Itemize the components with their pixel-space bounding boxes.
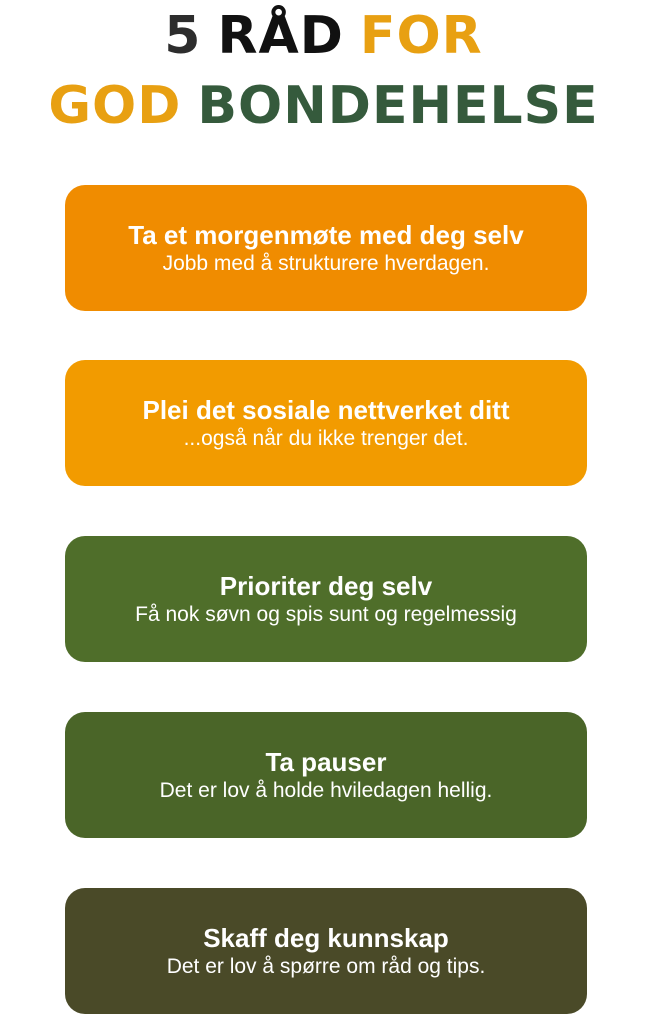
tip-title: Ta pauser — [265, 746, 387, 777]
tip-card-4 — [65, 712, 587, 838]
tip-text: Det er lov å spørre om råd og tips. — [166, 954, 486, 978]
tip-text: Få nok søvn og spis sunt og regelmessig — [135, 602, 517, 626]
page-title-line-1 — [0, 6, 647, 66]
tip-text: ...også når du ikke trenger det. — [183, 426, 469, 450]
page-title-line-2 — [0, 76, 647, 136]
title-word-number: 5 — [164, 6, 202, 66]
title-word-god: GOD — [48, 76, 182, 136]
tip-text: Jobb med å strukturere hverdagen. — [162, 251, 490, 275]
title-word-for: FOR — [359, 6, 483, 66]
tip-card-3 — [65, 536, 587, 662]
tip-card-5 — [65, 888, 587, 1014]
tip-title: Prioriter deg selv — [219, 570, 433, 601]
tip-title: Skaff deg kunnskap — [203, 922, 449, 953]
title-word-bondehelse: BONDEHELSE — [197, 76, 599, 136]
tip-text: Det er lov å holde hviledagen hellig. — [159, 778, 493, 802]
tip-title: Plei det sosiale nettverket ditt — [142, 394, 510, 425]
tip-card-2 — [65, 360, 587, 486]
tip-card-1 — [65, 185, 587, 311]
title-word-rad: RÅD — [217, 6, 344, 66]
tip-title: Ta et morgenmøte med deg selv — [128, 219, 524, 250]
